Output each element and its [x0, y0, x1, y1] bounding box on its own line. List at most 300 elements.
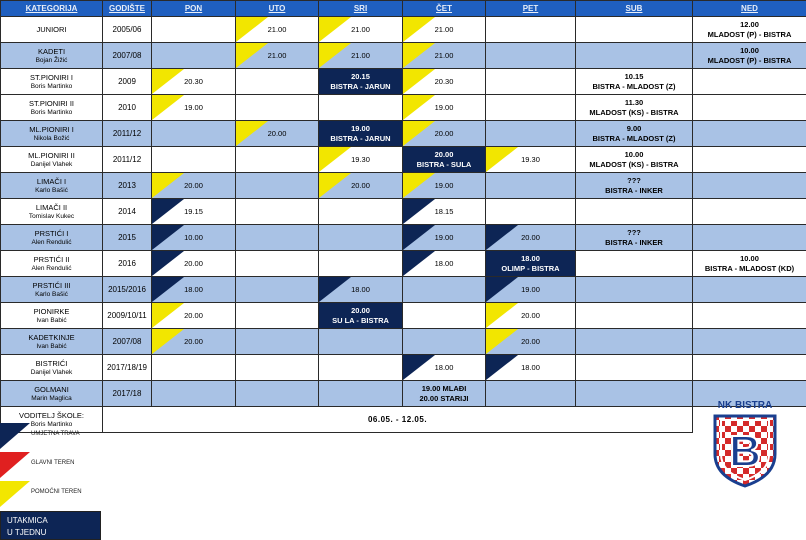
cell-content	[319, 199, 402, 224]
cell-content	[693, 355, 806, 380]
cell-content	[319, 43, 402, 68]
day-cell-sub	[576, 381, 693, 407]
day-cell-ned	[693, 147, 806, 173]
cell-match: MLADOST (P) - BISTRA	[707, 29, 792, 39]
cell-time: 19.00	[184, 102, 203, 112]
cell-content	[486, 69, 575, 94]
day-cell-sub	[576, 17, 693, 43]
day-cell-pet	[486, 199, 576, 225]
cell-content	[576, 95, 692, 120]
day-cell-uto	[236, 69, 319, 95]
day-cell-sub	[576, 303, 693, 329]
cell-time: 19.00	[434, 232, 454, 242]
cell-content	[403, 43, 485, 68]
day-cell-pon	[152, 251, 236, 277]
day-cell-pon	[152, 225, 236, 251]
day-cell-uto	[236, 43, 319, 69]
day-cell-pon	[152, 69, 236, 95]
day-cell-pon	[152, 95, 236, 121]
cell-time: 18.00	[434, 362, 454, 372]
cell-content	[236, 17, 318, 42]
day-cell-cet	[403, 355, 486, 381]
cell-content	[152, 225, 235, 250]
day-cell-uto	[236, 225, 319, 251]
coach-name: Danijel Vlahek	[30, 160, 73, 168]
cell-content	[236, 251, 318, 276]
coach-name: Tomislav Kukec	[28, 212, 75, 220]
cell-content	[319, 355, 402, 380]
day-cell-pet	[486, 225, 576, 251]
legend-label: POMOĆNI TEREN	[31, 489, 82, 495]
day-cell-ned	[693, 95, 806, 121]
day-cell-sri	[319, 173, 403, 199]
day-cell-ned	[693, 17, 806, 43]
day-cell-sri	[319, 225, 403, 251]
cell-time: 19.30	[521, 154, 540, 164]
year-cell: 2009/10/11	[103, 303, 152, 329]
cell-time: 18.00	[351, 284, 370, 294]
category-cell	[1, 199, 103, 225]
cell-content	[319, 303, 402, 328]
category-cell	[1, 303, 103, 329]
cell-content	[236, 277, 318, 302]
category-cell	[1, 225, 103, 251]
day-cell-pet	[486, 147, 576, 173]
day-cell-pet	[486, 277, 576, 303]
day-cell-sub	[576, 251, 693, 277]
schedule-row	[1, 381, 806, 407]
day-cell-uto	[236, 381, 319, 407]
cell-time: 19.30	[351, 154, 370, 164]
cell-time: 20.00	[267, 128, 287, 138]
cell-content	[319, 173, 402, 198]
day-cell-sri	[319, 329, 403, 355]
cell-time: 19.00 MLAĐI	[421, 383, 467, 393]
header-pon: PON	[152, 1, 236, 17]
cell-content	[152, 381, 235, 406]
day-cell-sub	[576, 69, 693, 95]
cell-time: 21.00	[434, 24, 454, 34]
cell-time: 20.00	[184, 258, 203, 268]
cell-content	[403, 121, 485, 146]
cell-time: 18.00	[521, 362, 540, 372]
header-sub: SUB	[576, 1, 693, 17]
day-cell-ned	[693, 199, 806, 225]
day-cell-cet	[403, 69, 486, 95]
coach-name: Nikola Božić	[33, 134, 70, 142]
cell-time: 20.00	[521, 310, 540, 320]
cell-content	[236, 303, 318, 328]
cell-content	[152, 329, 235, 354]
day-cell-pon	[152, 329, 236, 355]
day-cell-uto	[236, 147, 319, 173]
cell-time: 10.00	[740, 253, 759, 263]
schedule-row	[1, 355, 806, 381]
cell-content	[403, 303, 485, 328]
utakmica-line2: U TJEDNU	[7, 528, 47, 537]
cell-time: 20.00	[184, 180, 203, 190]
cell-match: BISTRA - JARUN	[330, 81, 391, 91]
header-ned: NED	[693, 1, 806, 17]
day-cell-ned	[693, 43, 806, 69]
crest-letter: B	[729, 427, 761, 476]
cell-time: 9.00	[626, 123, 642, 133]
coach-name: Ivan Babić	[36, 316, 67, 324]
cell-time: 11.30	[624, 97, 644, 107]
cell-match: BISTRA - SULA	[416, 159, 472, 169]
year-cell: 2013	[103, 173, 152, 199]
cell-content	[319, 329, 402, 354]
cell-time: 20.00	[521, 336, 540, 346]
category-cell	[1, 147, 103, 173]
cell-content	[693, 17, 806, 42]
day-cell-sub	[576, 43, 693, 69]
day-cell-cet	[403, 43, 486, 69]
day-cell-sub	[576, 329, 693, 355]
year-cell: 2009	[103, 69, 152, 95]
cell-content	[152, 17, 235, 42]
year-cell: 2017/18	[103, 381, 152, 407]
date-range: 06.05. - 12.05.	[103, 407, 693, 433]
year-cell: 2007/08	[103, 329, 152, 355]
category-cell	[1, 251, 103, 277]
club-logo	[710, 400, 780, 490]
cell-time: 21.00	[351, 50, 370, 60]
cell-match: 20.00 STARIJI	[419, 393, 469, 403]
category-cell	[1, 277, 103, 303]
cell-content	[319, 95, 402, 120]
school-leader-name: Boris Martinko	[30, 420, 73, 428]
category-cell	[1, 69, 103, 95]
cell-time: 19.00	[434, 102, 454, 112]
coach-name: Alen Rendulić	[31, 264, 72, 272]
day-cell-sri	[319, 355, 403, 381]
cell-content	[693, 277, 806, 302]
category-cell	[1, 355, 103, 381]
year-cell: 2011/12	[103, 121, 152, 147]
schedule-row	[1, 199, 806, 225]
cell-content	[152, 355, 235, 380]
day-cell-uto	[236, 303, 319, 329]
year-cell: 2007/08	[103, 43, 152, 69]
day-cell-ned	[693, 121, 806, 147]
coach-name: Ivan Babić	[36, 342, 67, 350]
cell-content	[693, 225, 806, 250]
day-cell-ned	[693, 329, 806, 355]
cell-time: 19.00	[521, 284, 540, 294]
cell-content	[403, 69, 485, 94]
category-name: PRSTIĆI II	[33, 254, 70, 264]
category-name: PIONIRKE	[33, 306, 70, 316]
cell-time: 20.00	[351, 180, 370, 190]
coach-name: Karlo Bašić	[35, 290, 68, 298]
cell-content	[403, 225, 485, 250]
day-cell-pet	[486, 43, 576, 69]
schedule-row	[1, 17, 806, 43]
cell-content	[236, 173, 318, 198]
cell-content	[152, 69, 235, 94]
cell-content	[403, 17, 485, 42]
category-name: GOLMANI	[34, 384, 69, 394]
cell-content	[486, 251, 575, 276]
day-cell-cet	[403, 251, 486, 277]
coach-name: Karlo Bašić	[35, 186, 68, 194]
cell-time: 10.15	[624, 71, 644, 81]
day-cell-uto	[236, 95, 319, 121]
day-cell-cet	[403, 173, 486, 199]
cell-time: 19.00	[434, 180, 454, 190]
day-cell-uto	[236, 173, 319, 199]
day-cell-cet	[403, 95, 486, 121]
club-crest-icon	[713, 414, 777, 488]
day-cell-pet	[486, 17, 576, 43]
cell-content	[576, 303, 692, 328]
day-cell-sri	[319, 17, 403, 43]
day-cell-cet	[403, 303, 486, 329]
cell-content	[576, 147, 692, 172]
day-cell-pon	[152, 381, 236, 407]
cell-content	[152, 43, 235, 68]
cell-time: 20.00	[184, 310, 203, 320]
cell-content	[576, 199, 692, 224]
cell-match: BISTRA - INKER	[605, 237, 663, 247]
schedule-row	[1, 173, 806, 199]
category-name: LIMAČI I	[36, 176, 67, 186]
day-cell-sub	[576, 225, 693, 251]
schedule-row	[1, 95, 806, 121]
day-cell-cet	[403, 225, 486, 251]
day-cell-cet	[403, 277, 486, 303]
cell-content	[486, 17, 575, 42]
category-name: BISTRIĆI	[35, 358, 68, 368]
day-cell-sri	[319, 251, 403, 277]
category-cell	[1, 95, 103, 121]
cell-match: BISTRA - JARUN	[330, 133, 391, 143]
yellow-triangle-icon	[0, 481, 30, 507]
cell-time: 20.15	[351, 71, 370, 81]
day-cell-pon	[152, 147, 236, 173]
day-cell-pet	[486, 251, 576, 277]
day-cell-cet	[403, 199, 486, 225]
day-cell-pon	[152, 43, 236, 69]
header-row	[1, 1, 806, 17]
cell-time: 21.00	[351, 24, 370, 34]
category-cell	[1, 173, 103, 199]
schedule-row	[1, 225, 806, 251]
day-cell-pon	[152, 173, 236, 199]
day-cell-ned	[693, 277, 806, 303]
day-cell-pon	[152, 355, 236, 381]
day-cell-sub	[576, 173, 693, 199]
cell-content	[576, 225, 692, 250]
cell-content	[319, 277, 402, 302]
day-cell-uto	[236, 17, 319, 43]
cell-time: 21.00	[434, 50, 454, 60]
year-cell: 2005/06	[103, 17, 152, 43]
day-cell-sub	[576, 199, 693, 225]
day-cell-ned	[693, 303, 806, 329]
cell-content	[693, 173, 806, 198]
coach-name: Bojan Žižić	[35, 56, 68, 64]
legend-label: GLAVNI TEREN	[31, 460, 75, 466]
cell-match: OLIMP - BISTRA	[501, 263, 560, 273]
day-cell-ned	[693, 381, 806, 407]
day-cell-sri	[319, 277, 403, 303]
day-cell-pon	[152, 303, 236, 329]
day-cell-pon	[152, 17, 236, 43]
year-cell: 2017/18/19	[103, 355, 152, 381]
day-cell-cet	[403, 17, 486, 43]
cell-content	[319, 121, 402, 146]
day-cell-sub	[576, 147, 693, 173]
schedule-row	[1, 121, 806, 147]
cell-content	[236, 69, 318, 94]
cell-content	[693, 381, 806, 406]
category-cell	[1, 17, 103, 43]
cell-content	[403, 381, 485, 406]
cell-content	[486, 95, 575, 120]
cell-content	[486, 355, 575, 380]
day-cell-sri	[319, 121, 403, 147]
cell-content	[236, 355, 318, 380]
cell-time: 20.00	[184, 336, 203, 346]
cell-content	[576, 381, 692, 406]
cell-content	[403, 147, 485, 172]
day-cell-pet	[486, 95, 576, 121]
cell-content	[152, 199, 235, 224]
category-name: KADETI	[37, 46, 66, 56]
legend-umjetna-trava	[0, 423, 101, 449]
cell-match: MLADOST (P) - BISTRA	[707, 55, 792, 65]
cell-content	[576, 17, 692, 42]
cell-content	[576, 277, 692, 302]
day-cell-pon	[152, 277, 236, 303]
day-cell-ned	[693, 251, 806, 277]
cell-content	[152, 251, 235, 276]
category-name: PRSTIĆI III	[32, 280, 71, 290]
category-cell	[1, 121, 103, 147]
day-cell-sri	[319, 199, 403, 225]
cell-time: 21.00	[267, 50, 287, 60]
cell-content	[693, 95, 806, 120]
day-cell-sub	[576, 355, 693, 381]
cell-match: BISTRA - MLADOST (Z)	[592, 81, 676, 91]
header-pet: PET	[486, 1, 576, 17]
cell-content	[403, 95, 485, 120]
cell-content	[236, 43, 318, 68]
day-cell-sub	[576, 277, 693, 303]
cell-time: 10.00	[740, 45, 759, 55]
day-cell-uto	[236, 329, 319, 355]
cell-time: 10.00	[624, 149, 644, 159]
day-cell-uto	[236, 121, 319, 147]
coach-name: Boris Martinko	[30, 82, 73, 90]
cell-content	[236, 199, 318, 224]
year-cell: 2010	[103, 95, 152, 121]
day-cell-sri	[319, 69, 403, 95]
coach-name: Boris Martinko	[30, 108, 73, 116]
cell-content	[319, 251, 402, 276]
cell-content	[152, 121, 235, 146]
cell-time: 12.00	[740, 19, 759, 29]
club-name: NK BISTRA	[717, 400, 773, 411]
cell-content	[693, 147, 806, 172]
cell-match: BISTRA - MLADOST (Z)	[592, 133, 676, 143]
cell-content	[576, 43, 692, 68]
year-cell: 2014	[103, 199, 152, 225]
cell-content	[486, 329, 575, 354]
day-cell-pet	[486, 173, 576, 199]
cell-content	[403, 199, 485, 224]
category-name: ST.PIONIRI I	[30, 72, 73, 82]
category-name: ST.PIONIRI II	[28, 98, 74, 108]
cell-content	[693, 251, 806, 276]
cell-time: 19.00	[351, 123, 370, 133]
cell-content	[486, 303, 575, 328]
cell-content	[236, 147, 318, 172]
day-cell-uto	[236, 277, 319, 303]
cell-content	[693, 199, 806, 224]
cell-time: 18.00	[521, 253, 540, 263]
day-cell-pet	[486, 355, 576, 381]
day-cell-pet	[486, 329, 576, 355]
category-name: KADETKINJE	[28, 332, 75, 342]
cell-time: 18.15	[434, 206, 454, 216]
coach-name: Danijel Vlahek	[30, 368, 73, 376]
legend-label: UMJETNA TRAVA	[31, 431, 80, 437]
cell-content	[486, 199, 575, 224]
day-cell-sri	[319, 95, 403, 121]
cell-content	[236, 95, 318, 120]
coach-name: Alen Rendulić	[31, 238, 72, 246]
cell-content	[319, 225, 402, 250]
cell-content	[403, 173, 485, 198]
year-cell: 2015/2016	[103, 277, 152, 303]
footer-row	[1, 407, 806, 433]
cell-content	[693, 329, 806, 354]
day-cell-uto	[236, 199, 319, 225]
utakmica-line1: UTAKMICA	[7, 516, 48, 525]
cell-content	[576, 69, 692, 94]
cell-content	[576, 329, 692, 354]
day-cell-sri	[319, 147, 403, 173]
cell-content	[486, 43, 575, 68]
cell-time: 20.30	[184, 76, 203, 86]
day-cell-sri	[319, 43, 403, 69]
header-sri: SRI	[319, 1, 403, 17]
header-godiste: GODIŠTE	[103, 1, 152, 17]
cell-time: 20.00	[434, 149, 454, 159]
cell-content	[152, 147, 235, 172]
cell-content	[403, 251, 485, 276]
navy-triangle-icon	[0, 423, 30, 449]
cell-content	[576, 251, 692, 276]
cell-time: ???	[627, 227, 641, 237]
schedule-row	[1, 251, 806, 277]
category-cell	[1, 381, 103, 407]
category-name: PRSTIĆI I	[34, 228, 69, 238]
day-cell-sub	[576, 121, 693, 147]
cell-time: 20.30	[434, 76, 454, 86]
header-kategorija: KATEGORIJA	[1, 1, 103, 17]
day-cell-sri	[319, 303, 403, 329]
cell-time: 18.00	[184, 284, 203, 294]
category-name: LIMAČI II	[35, 202, 68, 212]
cell-content	[403, 355, 485, 380]
day-cell-cet	[403, 121, 486, 147]
day-cell-cet	[403, 147, 486, 173]
day-cell-uto	[236, 251, 319, 277]
